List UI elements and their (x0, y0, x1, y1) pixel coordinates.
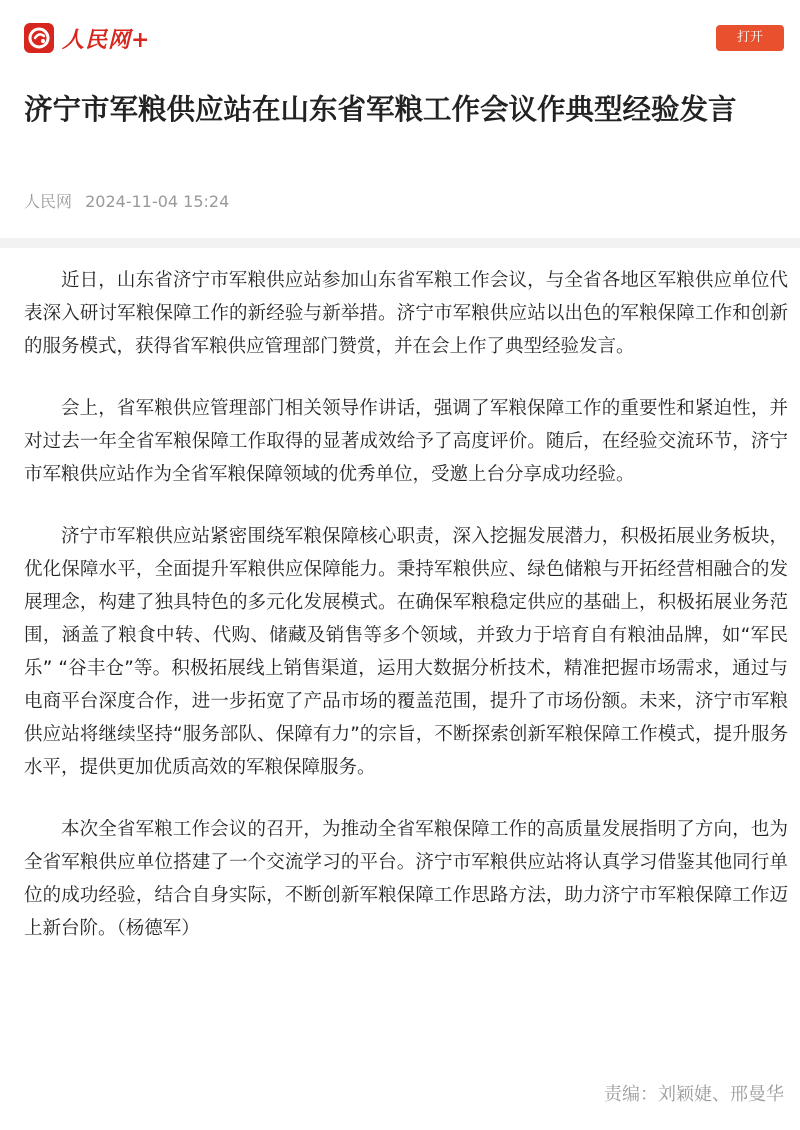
article-meta (24, 190, 229, 214)
site-logo[interactable] (24, 23, 150, 53)
article-paragraph: 近日，山东省济宁市军粮供应站参加山东省军粮工作会议，与全省各地区军粮供应单位代表深入研讨军粮保障工作的新经验与新举措。济宁市军粮供应站以出色的军粮保障工作和创新的服务模式，获得省军粮供应管理部门赞赏，并在会上作了典型经验发言。 (24, 270, 788, 357)
article-paragraph: 本次全省军粮工作会议的召开，为推动全省军粮保障工作的高质量发展指明了方向，也为全省军粮供应单位搭建了一个交流学习的平台。济宁市军粮供应站将认真学习借鉴其他同行单位的成功经验，结合自身实际，不断创新军粮保障工作思路方法，助力济宁市军粮保障工作迈上新台阶。（杨德军） (24, 819, 788, 939)
article-datetime: 2024-11-04 15:24 (85, 192, 230, 211)
article-editor: 责编：刘颖婕、邢曼华 (604, 1084, 784, 1105)
article-body (24, 264, 788, 974)
article-title: 济宁市军粮供应站在山东省军粮工作会议作典型经验发言 (24, 93, 737, 126)
article-paragraph: 会上，省军粮供应管理部门相关领导作讲话，强调了军粮保障工作的重要性和紧迫性，并对过去一年全省军粮保障工作取得的显著成效给予了高度评价。随后，在经验交流环节，济宁市军粮供应站作为全省军粮保障领域的优秀单位，受邀上台分享成功经验。 (24, 398, 788, 485)
section-divider (0, 238, 800, 248)
people-daily-logo-icon (24, 23, 54, 53)
top-bar (0, 0, 800, 76)
logo-text: 人民网+ (62, 26, 151, 53)
article-source: 人民网 (24, 192, 73, 211)
open-app-button[interactable]: 打开 (716, 25, 784, 51)
article-paragraph: 济宁市军粮供应站紧密围绕军粮保障核心职责，深入挖掘发展潜力，积极拓展业务板块，优化保障水平，全面提升军粮供应保障能力。秉持军粮供应、绿色储粮与开拓经营相融合的发展理念，构建了独具特色的多元化发展模式。在确保军粮稳定供应的基础上，积极拓展业务范围，涵盖了粮食中转、代购、储藏及销售等多个领域，并致力于培育自有粮油品牌，如“军民乐” “谷丰仓”等。积极拓展线上销售渠道，运用大数据分析技术，精准把握市场需求，通过与电商平台深度合作，进一步拓宽了产品市场的覆盖范围，提升了市场份额。未来，济宁市军粮供应站将继续坚持“服务部队、保障有力”的宗旨，不断探索创新军粮保障工作模式，提升服务水平，提供更加优质高效的军粮保障服务。 (24, 526, 788, 778)
